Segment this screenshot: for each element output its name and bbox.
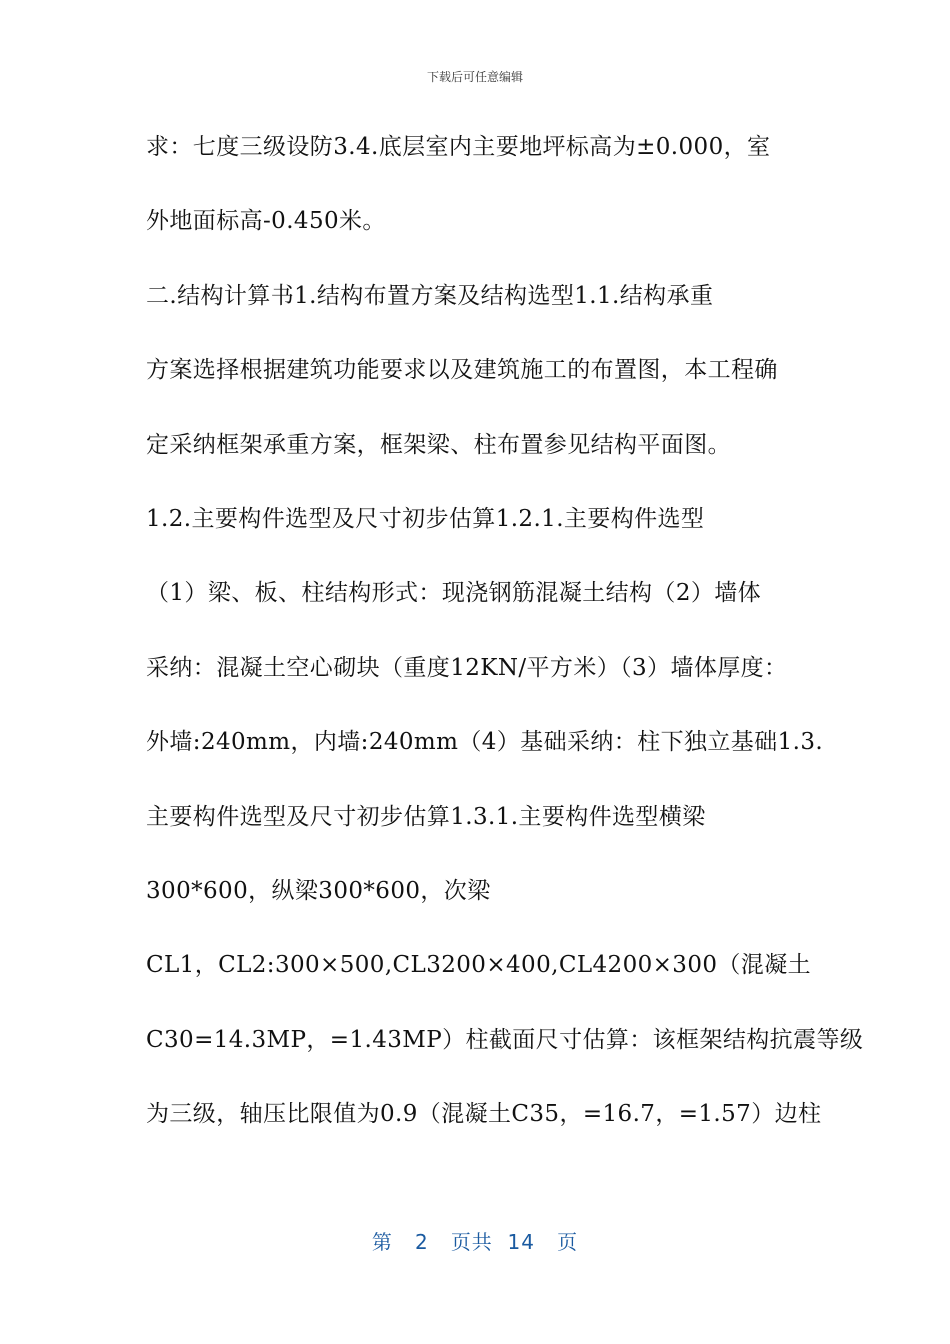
text-line: 定采纳框架承重方案，框架梁、柱布置参见结构平面图。 <box>146 431 731 458</box>
text-line: 求：七度三级设防3.4.底层室内主要地坪标高为±0.000，室 <box>146 134 771 160</box>
page-number: 2 <box>415 1230 429 1254</box>
text-line: CL1，CL2:300×500,CL3200×400,CL4200×300（混凝土 <box>146 952 812 979</box>
text-line: 方案选择根据建筑功能要求以及建筑施工的布置图，本工程确 <box>146 357 778 384</box>
text-line: （1）梁、板、柱结构形式：现浇钢筋混凝土结构（2）墙体 <box>146 580 762 607</box>
text-line: C30=14.3MP，=1.43MP）柱截面尺寸估算：该框架结构抗震等级 <box>146 1026 864 1053</box>
page-total: 14 <box>507 1230 535 1254</box>
footer-middle: 页共 <box>450 1230 493 1254</box>
page-footer <box>0 1226 950 1255</box>
footer-suffix: 页 <box>557 1230 579 1254</box>
document-body <box>146 128 864 1169</box>
header-note: 下载后可任意编辑 <box>426 70 523 84</box>
text-line: 采纳：混凝土空心砌块（重度12KN/平方米）（3）墙体厚度： <box>146 654 788 681</box>
text-line: 为三级，轴压比限值为0.9（混凝土C35，=16.7，=1.57）边柱 <box>146 1101 822 1128</box>
text-line: 1.2.主要构件选型及尺寸初步估算1.2.1.主要构件选型 <box>146 505 705 532</box>
text-line: 主要构件选型及尺寸初步估算1.3.1.主要构件选型横梁 <box>146 803 706 830</box>
footer-prefix: 第 <box>371 1230 393 1254</box>
text-line: 外地面标高-0.450米。 <box>146 208 386 235</box>
text-line: 外墙:240mm，内墙:240mm（4）基础采纳：柱下独立基础1.3. <box>146 729 824 756</box>
text-line: 300*600，纵梁300*600，次梁 <box>146 877 491 904</box>
text-line: 二.结构计算书1.结构布置方案及结构选型1.1.结构承重 <box>146 282 714 309</box>
